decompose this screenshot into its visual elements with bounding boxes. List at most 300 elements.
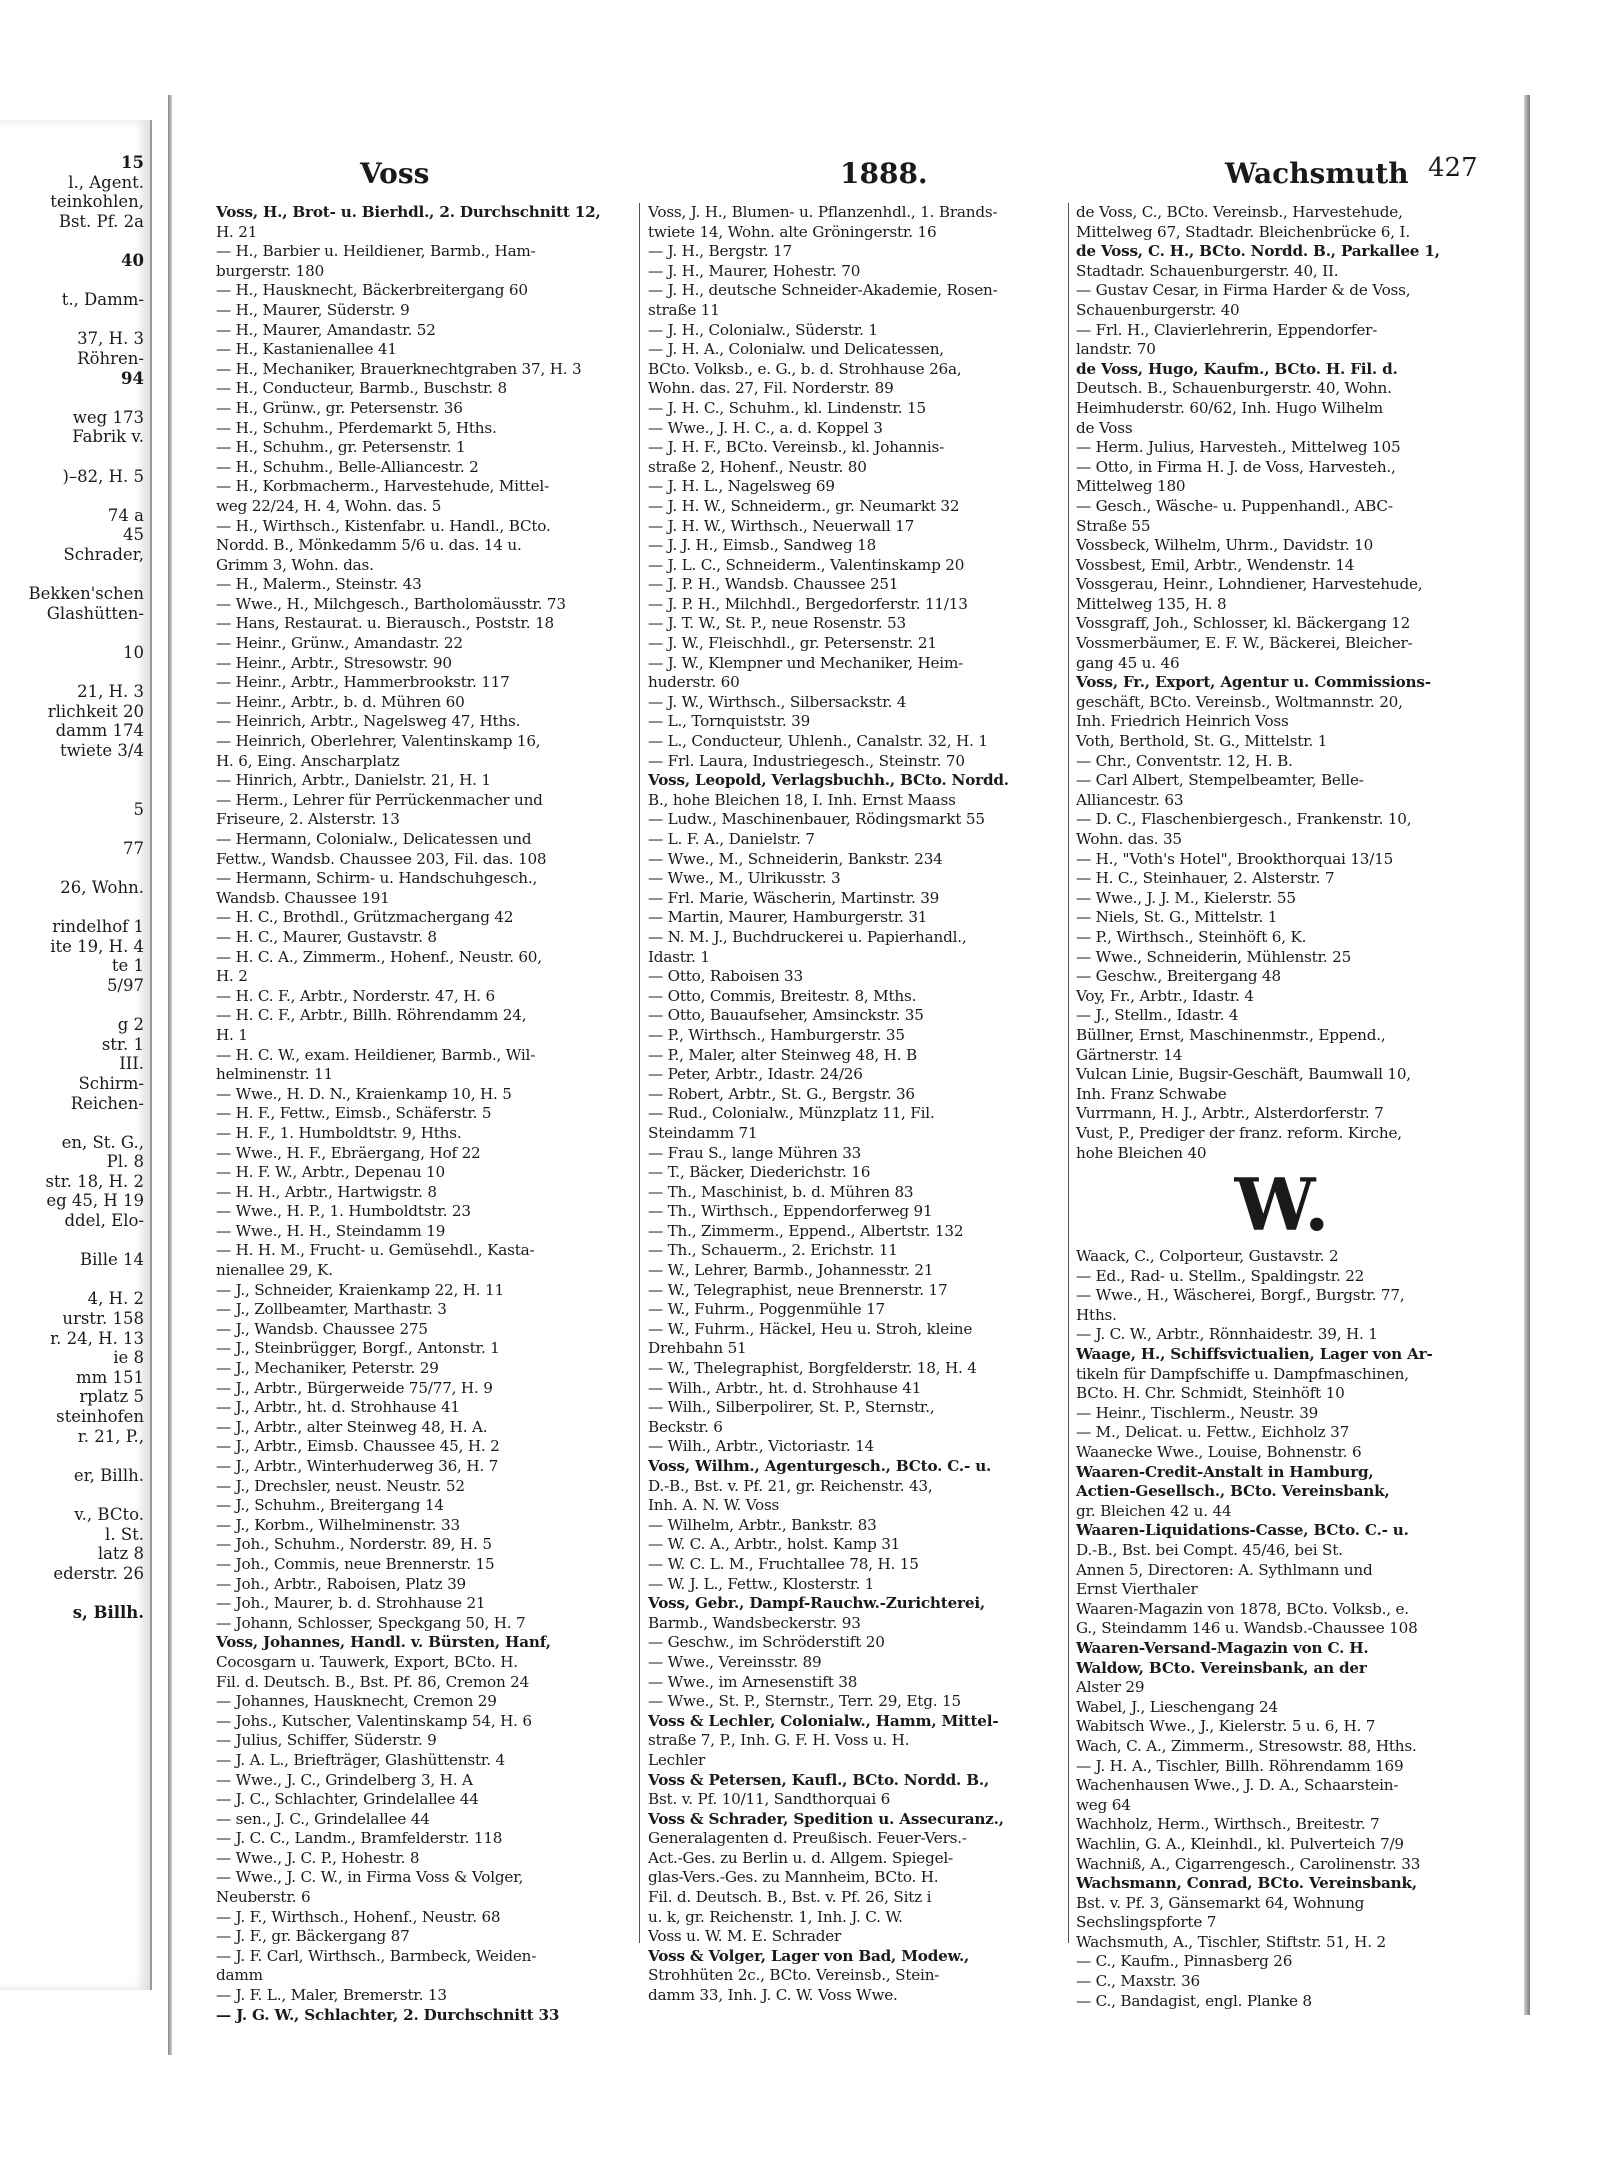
previous-page-fragment: v., BCto. — [74, 1504, 144, 1524]
previous-page-fragment: l. St. — [105, 1524, 144, 1544]
directory-entry-line: — Wilhelm, Arbtr., Bankstr. 83 — [648, 1515, 877, 1534]
previous-page-fragment: 45 — [123, 525, 144, 545]
directory-entry-line: Friseure, 2. Alsterstr. 13 — [216, 810, 400, 829]
directory-entry-line: — J., Schuhm., Breitergang 14 — [216, 1496, 444, 1515]
directory-entry-line: Vust, P., Prediger der franz. reform. Kirche, — [1076, 1123, 1402, 1142]
directory-entry-line: Mittelweg 67, Stadtadr. Bleichenbrücke 6, I. — [1076, 222, 1410, 241]
directory-entry-line: — Wwe., H., Milchgesch., Bartholomäusstr. 73 — [216, 594, 566, 613]
directory-entry-line: — Th., Maschinist, b. d. Mühren 83 — [648, 1182, 914, 1201]
previous-page-fragment — [0, 271, 150, 291]
directory-entry-line: Annen 5, Directoren: A. Sythlmann und — [1076, 1560, 1373, 1579]
directory-entry-line: — J., Stellm., Idastr. 4 — [1076, 1006, 1239, 1025]
directory-entry-line: Wohn. das. 35 — [1076, 830, 1182, 848]
directory-entry-line: — Th., Schauerm., 2. Erichstr. 11 — [648, 1241, 898, 1260]
directory-entry-line: — H., Kastanienallee 41 — [216, 340, 397, 359]
directory-entry-line: — H., Conducteur, Barmb., Buschstr. 8 — [216, 379, 507, 398]
directory-entry-line: — P., Wirthsch., Steinhöft 6, K. — [1076, 927, 1307, 946]
directory-entry-line: — Wwe., Schneiderin, Mühlenstr. 25 — [1076, 947, 1352, 966]
directory-entry-line: H. 2 — [216, 967, 248, 986]
previous-page-fragment — [0, 486, 150, 506]
page-header — [180, 153, 1520, 197]
directory-entry-line: — J. C., Schlachter, Grindelallee 44 — [216, 1790, 479, 1809]
directory-entry-line: — Wilh., Arbtr., Victoriastr. 14 — [648, 1437, 875, 1456]
directory-entry-line: — H., Maurer, Süderstr. 9 — [216, 300, 410, 319]
directory-entry-line: — H. C. F., Arbtr., Billh. Röhrendamm 24, — [216, 1006, 527, 1025]
previous-page-fragment — [0, 858, 150, 878]
previous-page-fragment: Pl. 8 — [106, 1152, 144, 1172]
previous-page-fragment: mm 151 — [75, 1367, 144, 1387]
directory-entry-line: Vossgraff, Joh., Schlosser, kl. Bäckergang 12 — [1076, 614, 1411, 633]
previous-page-fragment: 37, H. 3 — [77, 329, 144, 349]
directory-entry-line: BCto. Volksb., e. G., b. d. Strohhause 26a, — [648, 359, 962, 378]
directory-entry-line: — H. C. W., exam. Heildiener, Barmb., Wil- — [216, 1045, 536, 1064]
directory-entry-line: Mittelweg 180 — [1076, 477, 1186, 496]
directory-entry-line: Voss & Volger, Lager von Bad, Modew., — [648, 1946, 970, 1965]
previous-page-fragment: Glashütten- — [46, 603, 144, 623]
previous-page-fragment: ddel, Elo- — [64, 1211, 144, 1231]
previous-page-fragment: g 2 — [117, 1015, 144, 1035]
directory-entry-line: Waldow, BCto. Vereinsbank, an der — [1076, 1658, 1367, 1677]
previous-page-fragment — [0, 564, 150, 584]
previous-page-fragment — [0, 996, 150, 1016]
directory-entry-line: — H. H., Arbtr., Hartwigstr. 8 — [216, 1182, 437, 1201]
directory-entry-line: Voy, Fr., Arbtr., Idastr. 4 — [1076, 986, 1254, 1005]
directory-entry-line: — J., Arbtr., Winterhuderweg 36, H. 7 — [216, 1457, 499, 1475]
directory-entry-line: — Wwe., H. F., Ebräergang, Hof 22 — [216, 1143, 481, 1162]
directory-entry-line: burgerstr. 180 — [216, 261, 325, 280]
directory-entry-line: — Wwe., J. C. W., in Firma Voss & Volger, — [216, 1868, 524, 1887]
directory-entry-line: — J., Arbtr., alter Steinweg 48, H. A. — [216, 1417, 488, 1436]
previous-page-fragment: s, Billh. — [72, 1602, 144, 1622]
previous-page-fragment: 15 — [121, 153, 144, 172]
directory-entry-line: Waanecke Wwe., Louise, Bohnenstr. 6 — [1076, 1443, 1362, 1462]
directory-entry-line: hohe Bleichen 40 — [1076, 1143, 1207, 1162]
directory-entry-line: Straße 55 — [1076, 516, 1151, 535]
previous-page-fragment: )–82, H. 5 — [62, 466, 144, 486]
directory-entry-line: — P., Wirthsch., Hamburgerstr. 35 — [648, 1025, 905, 1044]
running-head-right: Wachsmuth — [1225, 157, 1409, 190]
directory-entry-line: — Peter, Arbtr., Idastr. 24/26 — [648, 1065, 863, 1084]
directory-entry-line: Alster 29 — [1076, 1678, 1145, 1697]
directory-entry-line: — J. P. H., Wandsb. Chaussee 251 — [648, 575, 899, 594]
directory-entry-line: — J. H. L., Nagelsweg 69 — [648, 477, 835, 496]
previous-page-fragment — [0, 819, 150, 839]
directory-entry-line: — Heinr., Arbtr., Stresowstr. 90 — [216, 653, 452, 672]
directory-entry-line: BCto. H. Chr. Schmidt, Steinhöft 10 — [1076, 1384, 1345, 1403]
directory-entry-line: — J. C. C., Landm., Bramfelderstr. 118 — [216, 1829, 503, 1848]
directory-entry-line: — J. H. A., Colonialw. und Delicatessen, — [648, 340, 944, 359]
previous-page-fragment: weg 173 — [72, 407, 144, 427]
previous-page-fragment: steinhofen — [56, 1407, 144, 1426]
previous-page-fragment: 5/97 — [106, 975, 144, 995]
directory-entry-line: — J. L. C., Schneiderm., Valentinskamp 20 — [648, 555, 965, 574]
previous-page-fragment: Fabrik v. — [72, 427, 144, 447]
directory-entry-line: — H. C., Maurer, Gustavstr. 8 — [216, 927, 437, 946]
page-edge-shadow — [1524, 95, 1530, 2015]
previous-page-fragment — [0, 898, 150, 918]
directory-entry-line: Wachniß, A., Cigarrengesch., Carolinenstr. 33 — [1076, 1854, 1421, 1873]
directory-entry-line: — J. F. L., Maler, Bremerstr. 13 — [216, 1986, 447, 2005]
directory-entry-line: Schauenburgerstr. 40 — [1076, 300, 1240, 319]
directory-entry-line: — Heinr., Arbtr., Hammerbrookstr. 117 — [216, 673, 510, 692]
directory-entry-line: Inh. Friedrich Heinrich Voss — [1076, 712, 1289, 731]
directory-entry-line: Voss, Fr., Export, Agentur u. Commissions- — [1076, 673, 1431, 692]
directory-entry-line: Heimhuderstr. 60/62, Inh. Hugo Wilhelm — [1076, 398, 1384, 417]
directory-entry-line: — Frl. H., Clavierlehrerin, Eppendorfer- — [1076, 320, 1378, 339]
previous-page-fragment: Bekken'schen — [28, 584, 144, 604]
previous-page-fragment: 4, H. 2 — [87, 1289, 144, 1309]
previous-page-fragment — [0, 388, 150, 408]
directory-entry-line: Waaren-Credit-Anstalt in Hamburg, — [1076, 1462, 1374, 1481]
directory-entry-line: — N. M. J., Buchdruckerei u. Papierhandl., — [648, 927, 967, 946]
previous-page-fragment: Röhren- — [77, 348, 144, 368]
directory-entry-line: — Wwe., M., Schneiderin, Bankstr. 234 — [648, 849, 943, 868]
directory-entry-line: — T., Bäcker, Diederichstr. 16 — [648, 1163, 871, 1182]
directory-entry-line: Vurrmann, H. J., Arbtr., Alsterdorferstr. 7 — [1076, 1104, 1384, 1123]
directory-entry-line: Ernst Vierthaler — [1076, 1580, 1198, 1599]
directory-entry-line: — Heinr., Arbtr., b. d. Mühren 60 — [216, 692, 465, 711]
previous-page-fragment: rindelhof 1 — [52, 917, 144, 937]
previous-page-fragment — [0, 1485, 150, 1505]
directory-entry-line: — Joh., Arbtr., Raboisen, Platz 39 — [216, 1574, 467, 1593]
directory-entry-line: — W. C. A., Arbtr., holst. Kamp 31 — [648, 1535, 901, 1554]
directory-entry-line: — J. H. W., Schneiderm., gr. Neumarkt 32 — [648, 496, 960, 515]
directory-entry-line: Voss, Wilhm., Agenturgesch., BCto. C.- u. — [648, 1457, 992, 1475]
directory-entry-line: — H., Schuhm., Pferdemarkt 5, Hths. — [216, 418, 497, 437]
directory-entry-line: — Johannes, Hausknecht, Cremon 29 — [216, 1692, 497, 1711]
directory-entry-line: — Frl. Marie, Wäscherin, Martinstr. 39 — [648, 888, 940, 907]
directory-entry-line: Actien-Gesellsch., BCto. Vereinsbank, — [1076, 1482, 1390, 1501]
directory-entry-line: Inh. Franz Schwabe — [1076, 1084, 1227, 1103]
directory-entry-line: Barmb., Wandsbeckerstr. 93 — [648, 1613, 861, 1632]
directory-entry-line: — Ed., Rad- u. Stellm., Spaldingstr. 22 — [1076, 1266, 1365, 1285]
directory-entry-line: — sen., J. C., Grindelallee 44 — [216, 1809, 430, 1828]
previous-page-fragment: rplatz 5 — [79, 1387, 144, 1407]
directory-entry-line: Inh. A. N. W. Voss — [648, 1496, 780, 1515]
directory-entry-line: — Hinrich, Arbtr., Danielstr. 21, H. 1 — [216, 771, 491, 790]
directory-entry-line: Cocosgarn u. Tauwerk, Export, BCto. H. — [216, 1652, 518, 1671]
previous-page-fragment — [0, 1113, 150, 1133]
directory-entry-line: — J. H., Maurer, Hohestr. 70 — [648, 261, 861, 280]
running-head-year: 1888. — [840, 157, 928, 190]
directory-entry-line: Vossgerau, Heinr., Lohndiener, Harvestehude, — [1076, 575, 1423, 594]
directory-entry-line: Voss u. W. M. E. Schrader — [648, 1927, 842, 1946]
directory-entry-line: — Hans, Restaurat. u. Bierausch., Poststr. 18 — [216, 614, 554, 633]
directory-entry-line: Wabitsch Wwe., J., Kielerstr. 5 u. 6, H. 7 — [1076, 1717, 1376, 1736]
directory-entry-line: — Wwe., St. P., Sternstr., Terr. 29, Etg. 15 — [648, 1692, 961, 1711]
directory-entry-line: — J. W., Klempner und Mechaniker, Heim- — [648, 653, 964, 672]
directory-entry-line: — J. F., Wirthsch., Hohenf., Neustr. 68 — [216, 1907, 501, 1926]
directory-entry-line: — W., Lehrer, Barmb., Johannesstr. 21 — [648, 1261, 934, 1280]
directory-entry-line: Voss, Leopold, Verlagsbuchh., BCto. Nordd. — [648, 771, 1009, 790]
previous-page-fragment: 40 — [121, 250, 144, 270]
directory-entry-line: — W., Telegraphist, neue Brennerstr. 17 — [648, 1280, 948, 1299]
directory-entry-line: Stadtadr. Schauenburgerstr. 40, II. — [1076, 261, 1339, 280]
directory-entry-line: — C., Maxstr. 36 — [1076, 1972, 1201, 1991]
directory-entry-line: weg 64 — [1076, 1795, 1131, 1814]
directory-entry-line: Steindamm 71 — [648, 1123, 758, 1142]
directory-entry-line: — Robert, Arbtr., St. G., Bergstr. 36 — [648, 1084, 915, 1103]
directory-entry-line: Lechler — [648, 1750, 706, 1769]
directory-entry-line: — Geschw., Breitergang 48 — [1076, 967, 1281, 986]
directory-entry-line: G., Steindamm 146 u. Wandsb.-Chaussee 108 — [1076, 1619, 1418, 1638]
previous-page-fragment: ederstr. 26 — [53, 1563, 144, 1583]
directory-entry-line: — Otto, Raboisen 33 — [648, 967, 803, 986]
directory-entry-line: Voss & Petersen, Kaufl., BCto. Nordd. B., — [648, 1770, 990, 1789]
directory-entry-line: — J. F., gr. Bäckergang 87 — [216, 1927, 410, 1946]
previous-page-fragment: l., Agent. — [68, 172, 144, 192]
directory-entry-line: Voss, Johannes, Handl. v. Bürsten, Hanf, — [216, 1633, 551, 1652]
directory-entry-line: — J., Mechaniker, Peterstr. 29 — [216, 1359, 439, 1378]
column-3 — [1076, 203, 1488, 2010]
directory-entry-line: Büllner, Ernst, Maschinenmstr., Eppend., — [1076, 1025, 1386, 1044]
directory-entry-line: H. 1 — [216, 1025, 248, 1044]
directory-entry-line: Beckstr. 6 — [648, 1417, 723, 1436]
previous-page-fragment: r. 24, H. 13 — [50, 1328, 144, 1348]
previous-page-fragment: Reichen- — [70, 1093, 144, 1113]
directory-entry-line: — J. H. A., Tischler, Billh. Röhrendamm 169 — [1076, 1756, 1404, 1775]
directory-entry-line: — Otto, in Firma H. J. de Voss, Harvesteh., — [1076, 457, 1396, 476]
directory-entry-line: straße 2, Hohenf., Neustr. 80 — [648, 457, 867, 476]
directory-entry-line: Act.-Ges. zu Berlin u. d. Allgem. Spiegel- — [648, 1848, 953, 1867]
directory-entry-line: Gärtnerstr. 14 — [1076, 1045, 1183, 1064]
directory-entry-line: Vossbeck, Wilhelm, Uhrm., Davidstr. 10 — [1076, 536, 1374, 555]
previous-page-fragment: 10 — [123, 642, 144, 662]
directory-entry-line: gang 45 u. 46 — [1076, 653, 1180, 672]
previous-page-fragment: str. 18, H. 2 — [45, 1171, 144, 1191]
directory-entry-line: straße 7, P., Inh. G. F. H. Voss u. H. — [648, 1731, 910, 1750]
directory-entry-line: de Voss, C., BCto. Vereinsb., Harvestehude, — [1076, 203, 1403, 221]
directory-entry-line: Idastr. 1 — [648, 947, 710, 966]
directory-entry-line: de Voss, C. H., BCto. Nordd. B., Parkallee 1, — [1076, 242, 1440, 261]
previous-page-fragment — [0, 780, 150, 800]
previous-page-fragment: urstr. 158 — [62, 1309, 144, 1329]
directory-entry-line: Strohhüten 2c., BCto. Vereinsb., Stein- — [648, 1966, 940, 1985]
directory-entry-line: — H., "Voth's Hotel", Brookthorquai 13/15 — [1076, 849, 1394, 868]
directory-entry-line: — J. H., Colonialw., Süderstr. 1 — [648, 320, 878, 339]
directory-entry-line: — Wilh., Silberpolirer, St. P., Sternstr., — [648, 1398, 935, 1417]
directory-entry-line: Wohn. das. 27, Fil. Norderstr. 89 — [648, 379, 894, 398]
directory-entry-line: — Geschw., im Schröderstift 20 — [648, 1633, 885, 1652]
directory-entry-line: — Johs., Kutscher, Valentinskamp 54, H. 6 — [216, 1711, 532, 1730]
directory-entry-line: Wachsmann, Conrad, BCto. Vereinsbank, — [1076, 1874, 1417, 1893]
directory-entry-line: — J., Zollbeamter, Marthastr. 3 — [216, 1300, 447, 1319]
directory-entry-line: tikeln für Dampfschiffe u. Dampfmaschinen, — [1076, 1364, 1409, 1383]
directory-entry-line: Neuberstr. 6 — [216, 1888, 311, 1907]
directory-entry-line: Bst. v. Pf. 10/11, Sandthorquai 6 — [648, 1790, 891, 1809]
previous-page-fragment — [0, 231, 150, 251]
directory-entry-line: D.-B., Bst. bei Compt. 45/46, bei St. — [1076, 1541, 1343, 1559]
directory-entry-line: gr. Bleichen 42 u. 44 — [1076, 1501, 1232, 1520]
running-head-left: Voss — [360, 157, 430, 190]
column-2 — [648, 203, 1058, 2003]
directory-entry-line: — Wwe., J. J. M., Kielerstr. 55 — [1076, 888, 1296, 907]
previous-page-fragment: 26, Wohn. — [60, 877, 144, 897]
directory-entry-line: — Wwe., Vereinsstr. 89 — [648, 1652, 822, 1671]
directory-entry-line: — Otto, Bauaufseher, Amsinckstr. 35 — [648, 1006, 924, 1025]
directory-entry-line: — Joh., Commis, neue Brennerstr. 15 — [216, 1554, 495, 1573]
directory-entry-line: — W., Fuhrm., Poggenmühle 17 — [648, 1300, 886, 1319]
directory-entry-line: — Ludw., Maschinenbauer, Rödingsmarkt 55 — [648, 810, 985, 829]
directory-entry-line: Generalagenten d. Preußisch. Feuer-Vers.- — [648, 1829, 967, 1848]
directory-entry-line: — J., Korbm., Wilhelminenstr. 33 — [216, 1515, 460, 1534]
directory-entry-line: u. k, gr. Reichenstr. 1, Inh. J. C. W. — [648, 1907, 903, 1926]
directory-entry-line: — Joh., Maurer, b. d. Strohhause 21 — [216, 1594, 486, 1613]
previous-page-fragment: damm 174 — [55, 721, 144, 741]
directory-entry-line: damm — [216, 1966, 263, 1985]
directory-entry-line: — Wwe., J. H. C., a. d. Koppel 3 — [648, 418, 883, 437]
directory-entry-line: — Julius, Schiffer, Süderstr. 9 — [216, 1731, 437, 1750]
directory-entry-line: Vulcan Linie, Bugsir-Geschäft, Baumwall 10, — [1076, 1065, 1411, 1084]
directory-entry-line: — Frl. Laura, Industriegesch., Steinstr. 70 — [648, 751, 965, 770]
previous-page-text — [0, 120, 150, 1623]
directory-entry-line: Drehbahn 51 — [648, 1339, 747, 1358]
directory-entry-line: Voss & Schrader, Spedition u. Assecuranz., — [648, 1809, 1004, 1828]
directory-entry-line: — H., Schuhm., gr. Petersenstr. 1 — [216, 438, 466, 457]
directory-entry-line: — J. H., deutsche Schneider-Akademie, Rosen- — [648, 281, 998, 300]
directory-entry-line: — Gustav Cesar, in Firma Harder & de Voss, — [1076, 281, 1411, 300]
directory-entry-line: — Wwe., H. H., Steindamm 19 — [216, 1221, 446, 1240]
directory-entry-line: — Heinr., Grünw., Amandastr. 22 — [216, 634, 463, 653]
previous-page-fragment: twiete 3/4 — [60, 740, 144, 760]
directory-entry-line: — W., Fuhrm., Häckel, Heu u. Stroh, kleine — [648, 1319, 973, 1338]
section-letter: W. — [1234, 1162, 1330, 1248]
directory-entry-line: — L., Tornquiststr. 39 — [648, 712, 811, 731]
previous-page-fragment: III. — [119, 1054, 144, 1074]
directory-entry-line: — Heinrich, Arbtr., Nagelsweg 47, Hths. — [216, 712, 521, 731]
directory-entry-line: — H. C. F., Arbtr., Norderstr. 47, H. 6 — [216, 986, 495, 1005]
directory-entry-line: — Joh., Schuhm., Norderstr. 89, H. 5 — [216, 1535, 492, 1554]
previous-page-fragment: str. 1 — [101, 1034, 144, 1054]
directory-entry-line: — Herm., Lehrer für Perrückenmacher und — [216, 790, 543, 809]
directory-entry-line: — H. H. M., Frucht- u. Gemüsehdl., Kasta- — [216, 1241, 535, 1260]
directory-entry-line: — J. A. L., Briefträger, Glashüttenstr. 4 — [216, 1750, 506, 1769]
directory-entry-line: — J., Arbtr., ht. d. Strohhause 41 — [216, 1398, 460, 1417]
previous-page-fragment: eg 45, H 19 — [46, 1191, 144, 1211]
directory-entry-line: — J., Arbtr., Eimsb. Chaussee 45, H. 2 — [216, 1437, 500, 1456]
directory-entry-line: — Rud., Colonialw., Münzplatz 11, Fil. — [648, 1104, 935, 1123]
directory-entry-line: Waaren-Liquidations-Casse, BCto. C.- u. — [1076, 1521, 1409, 1540]
directory-entry-line: Fettw., Wandsb. Chaussee 203, Fil. das. 108 — [216, 849, 547, 868]
previous-page-fragment: rlichkeit 20 — [47, 701, 144, 721]
directory-entry-line: — H. F., Fettw., Eimsb., Schäferstr. 5 — [216, 1104, 492, 1123]
directory-entry-line: — M., Delicat. u. Fettw., Eichholz 37 — [1076, 1423, 1350, 1442]
directory-entry-line: — Wwe., H., Wäscherei, Borgf., Burgstr. 77, — [1076, 1286, 1405, 1305]
directory-entry-line: — Heinrich, Oberlehrer, Valentinskamp 16, — [216, 732, 541, 751]
previous-page-fragment: 94 — [121, 368, 144, 388]
previous-page-fragment: en, St. G., — [61, 1132, 144, 1152]
directory-entry-line: — Heinr., Tischlerm., Neustr. 39 — [1076, 1403, 1319, 1422]
previous-page-fragment: r. 21, P., — [77, 1426, 144, 1446]
previous-page-fragment: 77 — [123, 838, 144, 858]
directory-entry-line: huderstr. 60 — [648, 673, 740, 692]
directory-entry-line: — Wwe., J. C., Grindelberg 3, H. A — [216, 1770, 473, 1789]
directory-entry-line: — H., Maurer, Amandastr. 52 — [216, 320, 436, 339]
directory-entry-line: Alliancestr. 63 — [1076, 790, 1184, 809]
directory-entry-line: Voss, J. H., Blumen- u. Pflanzenhdl., 1. Brands- — [648, 203, 998, 221]
previous-page-fragment: Bille 14 — [80, 1250, 144, 1270]
previous-page-fragment — [0, 310, 150, 330]
previous-page-fragment: te 1 — [111, 956, 144, 976]
directory-entry-line: Mittelweg 135, H. 8 — [1076, 594, 1227, 613]
previous-page-fragment: t., Damm- — [61, 290, 144, 310]
directory-entry-line: H. 21 — [216, 222, 258, 241]
directory-entry-line: Wabel, J., Lieschengang 24 — [1076, 1697, 1278, 1716]
directory-entry-line: — Hermann, Colonialw., Delicatessen und — [216, 830, 532, 848]
directory-entry-line: — J. T. W., St. P., neue Rosenstr. 53 — [648, 614, 906, 633]
previous-page-fragment — [0, 662, 150, 682]
directory-entry-line: — Martin, Maurer, Hamburgerstr. 31 — [648, 908, 928, 927]
directory-entry-line: B., hohe Bleichen 18, I. Inh. Ernst Maass — [648, 790, 956, 809]
directory-entry-line: — H., Malerm., Steinstr. 43 — [216, 575, 422, 594]
previous-page-fragment: 74 a — [107, 505, 144, 525]
directory-entry-line: — H. F. W., Arbtr., Depenau 10 — [216, 1163, 445, 1182]
directory-entry-line: de Voss — [1076, 418, 1133, 437]
directory-page — [180, 95, 1520, 2045]
previous-page-fragment: er, Billh. — [73, 1465, 144, 1485]
directory-entry-line: Wachholz, Herm., Wirthsch., Breitestr. 7 — [1076, 1815, 1380, 1834]
directory-entry-line: — H., Mechaniker, Brauerknechtgraben 37, H. 3 — [216, 359, 582, 378]
directory-entry-line: Sechslingspforte 7 — [1076, 1913, 1217, 1932]
previous-page-fragment: Schirm- — [78, 1073, 144, 1093]
previous-page-fragment — [0, 623, 150, 643]
directory-columns — [216, 203, 1516, 2024]
directory-entry-line: twiete 14, Wohn. alte Gröningerstr. 16 — [648, 222, 937, 241]
directory-entry-line: — Chr., Conventstr. 12, H. B. — [1076, 751, 1293, 770]
directory-entry-line: — W. J. L., Fettw., Klosterstr. 1 — [648, 1574, 875, 1593]
previous-page-fragment — [0, 447, 150, 467]
directory-entry-line: — Johann, Schlosser, Speckgang 50, H. 7 — [216, 1613, 526, 1632]
directory-entry-line: — J. W., Fleischhdl., gr. Petersenstr. 21 — [648, 634, 937, 653]
directory-entry-line: Wachsmuth, A., Tischler, Stiftstr. 51, H. 2 — [1076, 1932, 1386, 1951]
previous-page-fragment: Schrader, — [63, 544, 144, 564]
directory-entry-line: Fil. d. Deutsch. B., Bst. v. Pf. 26, Sitz i — [648, 1888, 932, 1907]
directory-entry-line: — H., Korbmacherm., Harvestehude, Mittel- — [216, 477, 550, 496]
directory-entry-line: H. 6, Eing. Anscharplatz — [216, 751, 400, 770]
directory-entry-line: Wachenhausen Wwe., J. D. A., Schaarstein- — [1076, 1776, 1399, 1795]
directory-entry-line: — H. C., Steinhauer, 2. Alsterstr. 7 — [1076, 869, 1335, 888]
directory-entry-line: — Frau S., lange Mühren 33 — [648, 1143, 862, 1162]
directory-entry-line: Bst. v. Pf. 3, Gänsemarkt 64, Wohnung — [1076, 1893, 1365, 1912]
directory-entry-line: — H. F., 1. Humboldtstr. 9, Hths. — [216, 1123, 462, 1142]
directory-entry-line: helminenstr. 11 — [216, 1065, 333, 1084]
directory-entry-line: geschäft, BCto. Vereinsb., Woltmannstr. 20, — [1076, 692, 1403, 711]
directory-entry-line: — J. W., Wirthsch., Silbersackstr. 4 — [648, 692, 907, 711]
directory-entry-line: Wachlin, G. A., Kleinhdl., kl. Pulverteich 7/9 — [1076, 1834, 1404, 1853]
directory-entry-line: — Niels, St. G., Mittelstr. 1 — [1076, 908, 1278, 927]
directory-entry-line: — H., Hausknecht, Bäckerbreitergang 60 — [216, 281, 528, 300]
directory-entry-line: — J., Drechsler, neust. Neustr. 52 — [216, 1476, 465, 1495]
directory-entry-line: — J. F. Carl, Wirthsch., Barmbeck, Weiden- — [216, 1946, 537, 1965]
directory-entry-line: — Carl Albert, Stempelbeamter, Belle- — [1076, 771, 1364, 790]
directory-entry-line: — J. C. W., Arbtr., Rönnhaidestr. 39, H. 1 — [1076, 1325, 1378, 1344]
directory-entry-line: — W., Thelegraphist, Borgfelderstr. 18, H. 4 — [648, 1359, 977, 1378]
directory-entry-line: — C., Kaufm., Pinnasberg 26 — [1076, 1952, 1293, 1971]
directory-entry-line: Voss & Lechler, Colonialw., Hamm, Mittel- — [648, 1711, 999, 1730]
directory-entry-line: — H., Barbier u. Heildiener, Barmb., Ham- — [216, 242, 536, 261]
directory-entry-line: Vossmerbäumer, E. F. W., Bäckerei, Bleicher- — [1076, 634, 1413, 653]
directory-entry-line: D.-B., Bst. v. Pf. 21, gr. Reichenstr. 43, — [648, 1476, 933, 1495]
directory-entry-line: glas-Vers.-Ges. zu Mannheim, BCto. H. — [648, 1868, 939, 1887]
previous-page-fragment: 21, H. 3 — [77, 682, 144, 702]
directory-entry-line: — J., Steinbrügger, Borgf., Antonstr. 1 — [216, 1339, 500, 1358]
directory-entry-line: — Wwe., H. P., 1. Humboldtstr. 23 — [216, 1202, 471, 1221]
page-number: 427 — [1428, 153, 1478, 183]
previous-page-fragment — [0, 1231, 150, 1251]
previous-page-fragment: latz 8 — [97, 1544, 144, 1564]
directory-entry-line: — Otto, Commis, Breitestr. 8, Mths. — [648, 986, 917, 1005]
directory-entry-line: Vossbest, Emil, Arbtr., Wendenstr. 14 — [1076, 555, 1355, 574]
